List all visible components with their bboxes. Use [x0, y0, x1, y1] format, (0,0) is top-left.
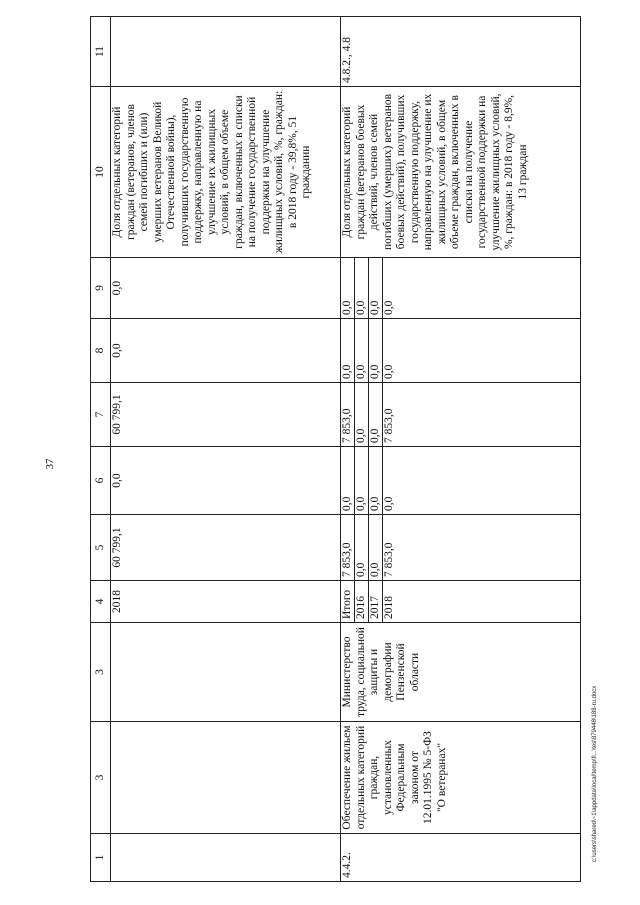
header-row	[91, 17, 111, 882]
row1-other: 0,0	[111, 258, 341, 319]
row1-name	[111, 722, 341, 834]
value-cell: 0,0	[369, 258, 383, 318]
value-cell: 7 853,0	[341, 383, 355, 446]
page-number: 37	[44, 458, 56, 470]
header-col-3: 3	[91, 623, 111, 722]
row2-federal	[341, 447, 581, 515]
header-col-10: 10	[91, 87, 111, 258]
value-cell: 0,0	[355, 515, 369, 580]
header-col-1: 1	[91, 834, 111, 882]
program-table	[90, 16, 581, 882]
header-col-6: 6	[91, 447, 111, 515]
value-cell: 0,0	[341, 319, 355, 382]
header-col-11: 11	[91, 17, 111, 87]
row1-year: 2018	[111, 581, 341, 623]
row2-name: Обеспечение жильем отдельных категорий граждан, установленных Федеральным законом от 12.01.1995 № 5-ФЗ "О ветеранах"	[341, 722, 581, 834]
header-col-8: 8	[91, 319, 111, 383]
row1-regional: 60 799,1	[111, 383, 341, 447]
year-cell: 2016	[355, 581, 369, 622]
year-cell: 2017	[369, 581, 383, 622]
row2-years	[341, 581, 581, 623]
year-cell: Итого	[341, 581, 355, 622]
value-cell: 0,0	[355, 319, 369, 382]
row2-link: 4.8.2., 4.8	[341, 17, 581, 87]
year-cell: 2018	[383, 596, 395, 619]
value-cell: 7 853,0	[341, 515, 355, 580]
header-col-7: 7	[91, 383, 111, 447]
row2-executor: Министерство труда, социальной защиты и демографии Пензенской области	[341, 623, 581, 722]
value-cell: 7 853,0	[383, 542, 395, 577]
row2-total	[341, 515, 581, 581]
value-cell: 0,0	[383, 300, 395, 315]
value-cell: 0,0	[341, 258, 355, 318]
header-col-9: 9	[91, 258, 111, 319]
table-row	[341, 17, 581, 882]
footer-file-path: c:\users\shared\~1\appdata\local\temp\fl...\tes\879448\188-ru.docx	[592, 685, 598, 862]
value-cell: 0,0	[383, 496, 395, 511]
value-cell: 0,0	[383, 364, 395, 379]
row1-local: 0,0	[111, 319, 341, 383]
value-cell: 0,0	[369, 319, 383, 382]
header-col-5: 5	[91, 515, 111, 581]
value-cell: 0,0	[369, 447, 383, 514]
value-cell: 0,0	[355, 447, 369, 514]
row1-total: 60 799,1	[111, 515, 341, 581]
row2-local	[341, 319, 581, 383]
row1-indicator: Доля отдельных категорий граждан (ветеранов, членов семей погибших и (или) умерших ветеранов Великой Отечественной войны), получивших государственную поддержку, направленную на улучшение их жилищных условий, в общем объеме граждан, включенных в списки на получение государственной поддержки на улучшение жилищных условий, %, граждан: в 2018 году - 39,8%, 51 гражданин	[111, 87, 341, 258]
row2-other	[341, 258, 581, 319]
rotated-table-container	[90, 17, 583, 882]
row2-indicator: Доля отдельных категорий граждан (ветеранов боевых действий, членов семей погибших (умерших) ветеранов боевых действий), получивших государственную поддержку, направленную на улучшение их жилищных условий, в общем объеме граждан, включенных в списки на получение государственной поддержки на улучшение жилищных условий, %, граждан: в 2018 году - 8,9%, 13 граждан	[341, 87, 581, 258]
value-cell: 7 853,0	[383, 408, 395, 443]
value-cell: 0,0	[341, 447, 355, 514]
row1-link	[111, 17, 341, 87]
header-col-4: 4	[91, 581, 111, 623]
row2-regional	[341, 383, 581, 447]
value-cell: 0,0	[369, 515, 383, 580]
value-cell: 0,0	[355, 258, 369, 318]
row1-federal: 0,0	[111, 447, 341, 515]
value-cell: 0,0	[369, 383, 383, 446]
row1-executor	[111, 623, 341, 722]
table-row	[111, 17, 341, 882]
row2-number: 4.4.2.	[341, 834, 581, 882]
header-col-2: 3	[91, 722, 111, 834]
row1-number	[111, 834, 341, 882]
value-cell: 0,0	[355, 383, 369, 446]
